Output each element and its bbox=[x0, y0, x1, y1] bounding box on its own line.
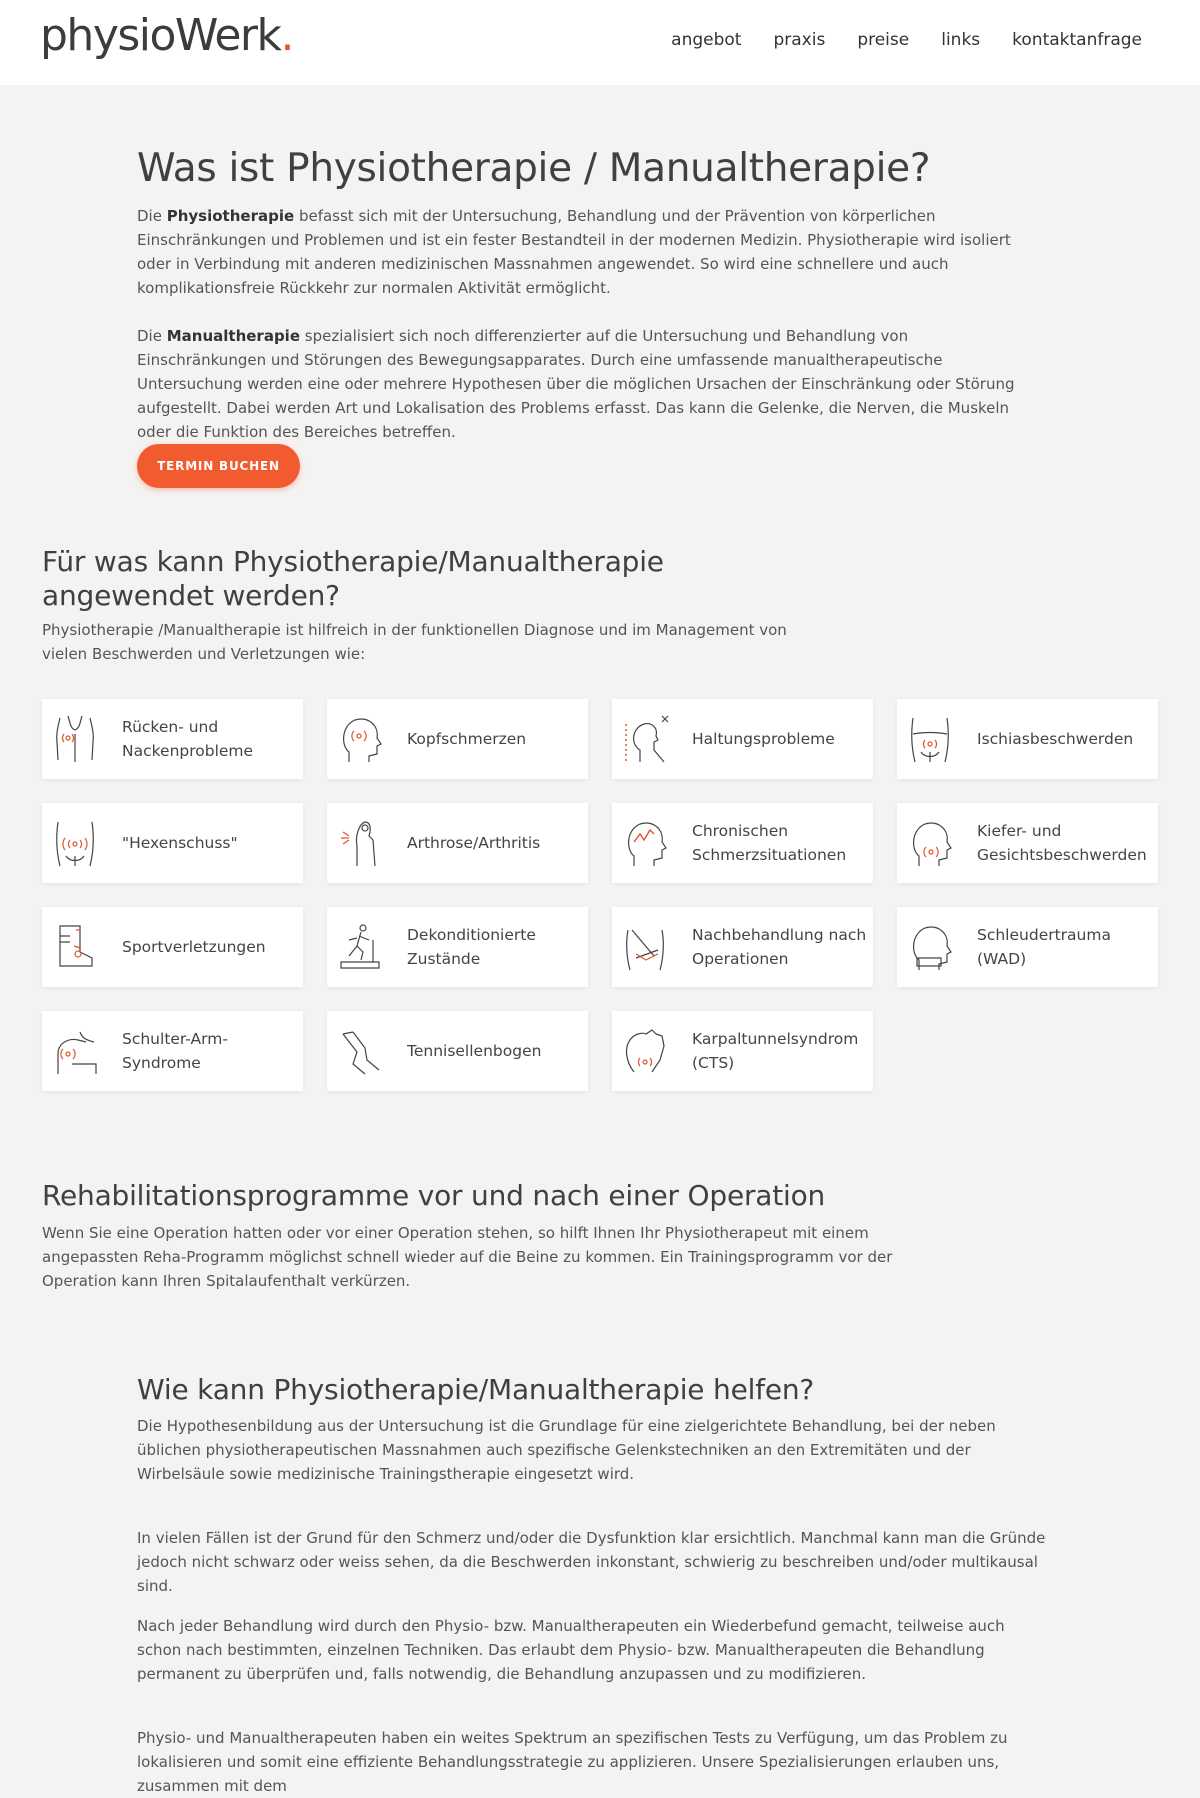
nav-preise[interactable]: preise bbox=[857, 30, 910, 50]
card-carpal-tunnel bbox=[612, 1011, 873, 1091]
card-label: Chronischen Schmerzsituationen bbox=[692, 822, 847, 864]
jaw-pain-icon bbox=[903, 816, 957, 870]
treadmill-icon bbox=[333, 920, 387, 974]
help-paragraph-2: In vielen Fällen ist der Grund für den Schmerz und/oder die Dysfunktion klar ersichtlich. Manchmal kann man die Gründe jedoch nicht schwarz oder weiss sehen, da die Beschwerden inkonstant, schwierig zu beschreiben und/oder multikausal sind. bbox=[137, 1529, 1046, 1595]
help-paragraph-3: Nach jeder Behandlung wird durch den Physio- bzw. Manualtherapeuten ein Wiederbefund gemacht, teilweise auch schon nach bestimmten, einzelnen Techniken. Das erlaubt dem Physio- bzw. Manualtherapeuten die Behandlung permanent zu überprüfen und, falls notwendig, die Behandlung anzupassen und zu modifizieren. bbox=[137, 1617, 1005, 1683]
arthritis-icon bbox=[333, 816, 387, 870]
nav-angebot[interactable]: angebot bbox=[671, 30, 742, 50]
nav-kontaktanfrage[interactable]: kontaktanfrage bbox=[1012, 30, 1142, 50]
posture-icon bbox=[618, 712, 672, 766]
intro-paragraph-physio: Die Physiotherapie befasst sich mit der Untersuchung, Behandlung und der Prävention von körperlichen Einschränkungen und Problemen und ist ein fester Bestandteil in der modernen Medizin. Physiotherapie wird isoliert oder in Verbindung mit anderen medizinischen Massnahmen angewendet. So wird eine schnellere und auch komplikationsfreie Rückkehr zur normalen Aktivität ermöglicht. bbox=[137, 207, 1011, 297]
arm-sling-icon bbox=[618, 920, 672, 974]
book-appointment-button[interactable]: TERMIN BUCHEN bbox=[137, 444, 300, 488]
nav-praxis[interactable]: praxis bbox=[773, 30, 826, 50]
sports-injury-icon bbox=[48, 920, 102, 974]
help-paragraph-4: Physio- und Manualtherapeuten haben ein weites Spektrum an spezifischen Tests zu Verfügung, um das Problem zu lokalisieren und somit eine effiziente Behandlungsstrategie zu applizieren. Unsere Spezialisierungen erlauben uns, zusammen mit dem bbox=[137, 1729, 1008, 1795]
intro-paragraph-manual: Die Manualtherapie spezialisiert sich noch differenzierter auf die Untersuchung und Behandlung von Einschränkungen und Störungen des Bewegungsapparates. Durch eine umfassende manualtherapeutische Untersuchung werden eine oder mehrere Hypothesen über die möglichen Ursachen der Einschränkung oder Störung aufgestellt. Dabei werden Art und Lokalisation des Problems erfasst. Das kann die Gelenke, die Nerven, die Muskeln oder die Funktion des Bereiches betreffen. bbox=[137, 327, 1015, 441]
card-label: Kiefer- und Gesichtsbeschwerden bbox=[977, 822, 1147, 864]
headache-icon bbox=[333, 712, 387, 766]
card-deconditioned bbox=[327, 907, 588, 987]
lumbago-icon bbox=[48, 816, 102, 870]
card-label: Tennisellenbogen bbox=[407, 1042, 542, 1060]
card-label: Ischiasbeschwerden bbox=[977, 730, 1134, 748]
card-shoulder-arm bbox=[42, 1011, 303, 1091]
help-paragraph-1: Die Hypothesenbildung aus der Untersuchung ist die Grundlage für eine zielgerichtete Behandlung, bei der neben üblichen physiotherapeutischen Massnahmen auch spezifische Gelenkstechniken an den Extremitäten und der Wirbelsäule sowie medizinische Trainingstherapie eingesetzt wird. bbox=[137, 1417, 996, 1483]
card-whiplash bbox=[897, 907, 1158, 987]
card-sciatica bbox=[897, 699, 1158, 779]
card-back-neck bbox=[42, 699, 303, 779]
card-headache bbox=[327, 699, 588, 779]
card-label: Arthrose/Arthritis bbox=[407, 834, 541, 852]
card-posture bbox=[612, 699, 873, 779]
wrist-pain-icon bbox=[618, 1024, 672, 1078]
sciatica-icon bbox=[903, 712, 957, 766]
main-nav bbox=[671, 30, 1142, 50]
card-label: Schulter-Arm-Syndrome bbox=[122, 1030, 228, 1072]
card-tennis-elbow bbox=[327, 1011, 588, 1091]
elbow-icon bbox=[333, 1024, 387, 1078]
rehab-heading: Rehabilitationsprogramme vor und nach einer Operation bbox=[42, 1179, 826, 1212]
card-label: Dekonditionierte Zustände bbox=[407, 926, 536, 968]
card-lumbago bbox=[42, 803, 303, 883]
back-pain-icon bbox=[48, 712, 102, 766]
card-label: Haltungsprobleme bbox=[692, 730, 835, 748]
nav-links[interactable]: links bbox=[941, 30, 981, 50]
uses-intro-text: Physiotherapie /Manualtherapie ist hilfreich in der funktionellen Diagnose und im Management von vielen Beschwerden und Verletzungen wie: bbox=[42, 621, 787, 663]
card-chronic-pain bbox=[612, 803, 873, 883]
site-header bbox=[0, 0, 1200, 85]
logo[interactable]: physioWerk. bbox=[40, 10, 293, 61]
page-title: Was ist Physiotherapie / Manualtherapie? bbox=[137, 146, 931, 191]
rehab-text: Wenn Sie eine Operation hatten oder vor einer Operation stehen, so hilft Ihnen Ihr Physiotherapeut mit einem angepassten Reha-Programm möglichst schnell wieder auf die Beine zu kommen. Ein Trainingsprogramm vor der Operation kann Ihren Spitalaufenthalt verkürzen. bbox=[42, 1224, 893, 1290]
card-jaw bbox=[897, 803, 1158, 883]
card-label: Karpaltunnelsyndrom (CTS) bbox=[692, 1030, 859, 1072]
card-label: Sportverletzungen bbox=[122, 938, 266, 956]
card-label: "Hexenschuss" bbox=[122, 834, 238, 852]
shoulder-pain-icon bbox=[48, 1024, 102, 1078]
card-label: Kopfschmerzen bbox=[407, 730, 527, 748]
chronic-pain-icon bbox=[618, 816, 672, 870]
card-post-op bbox=[612, 907, 873, 987]
card-label: Schleudertrauma (WAD) bbox=[977, 926, 1111, 968]
uses-heading: Für was kann Physiotherapie/Manualtherapie angewendet werden? bbox=[42, 545, 664, 612]
card-label: Nachbehandlung nach Operationen bbox=[692, 926, 867, 968]
card-label: Rücken- und Nackenprobleme bbox=[122, 718, 254, 760]
card-sports-injury bbox=[42, 907, 303, 987]
help-heading: Wie kann Physiotherapie/Manualtherapie helfen? bbox=[137, 1373, 815, 1406]
neck-brace-icon bbox=[903, 920, 957, 974]
card-arthritis bbox=[327, 803, 588, 883]
